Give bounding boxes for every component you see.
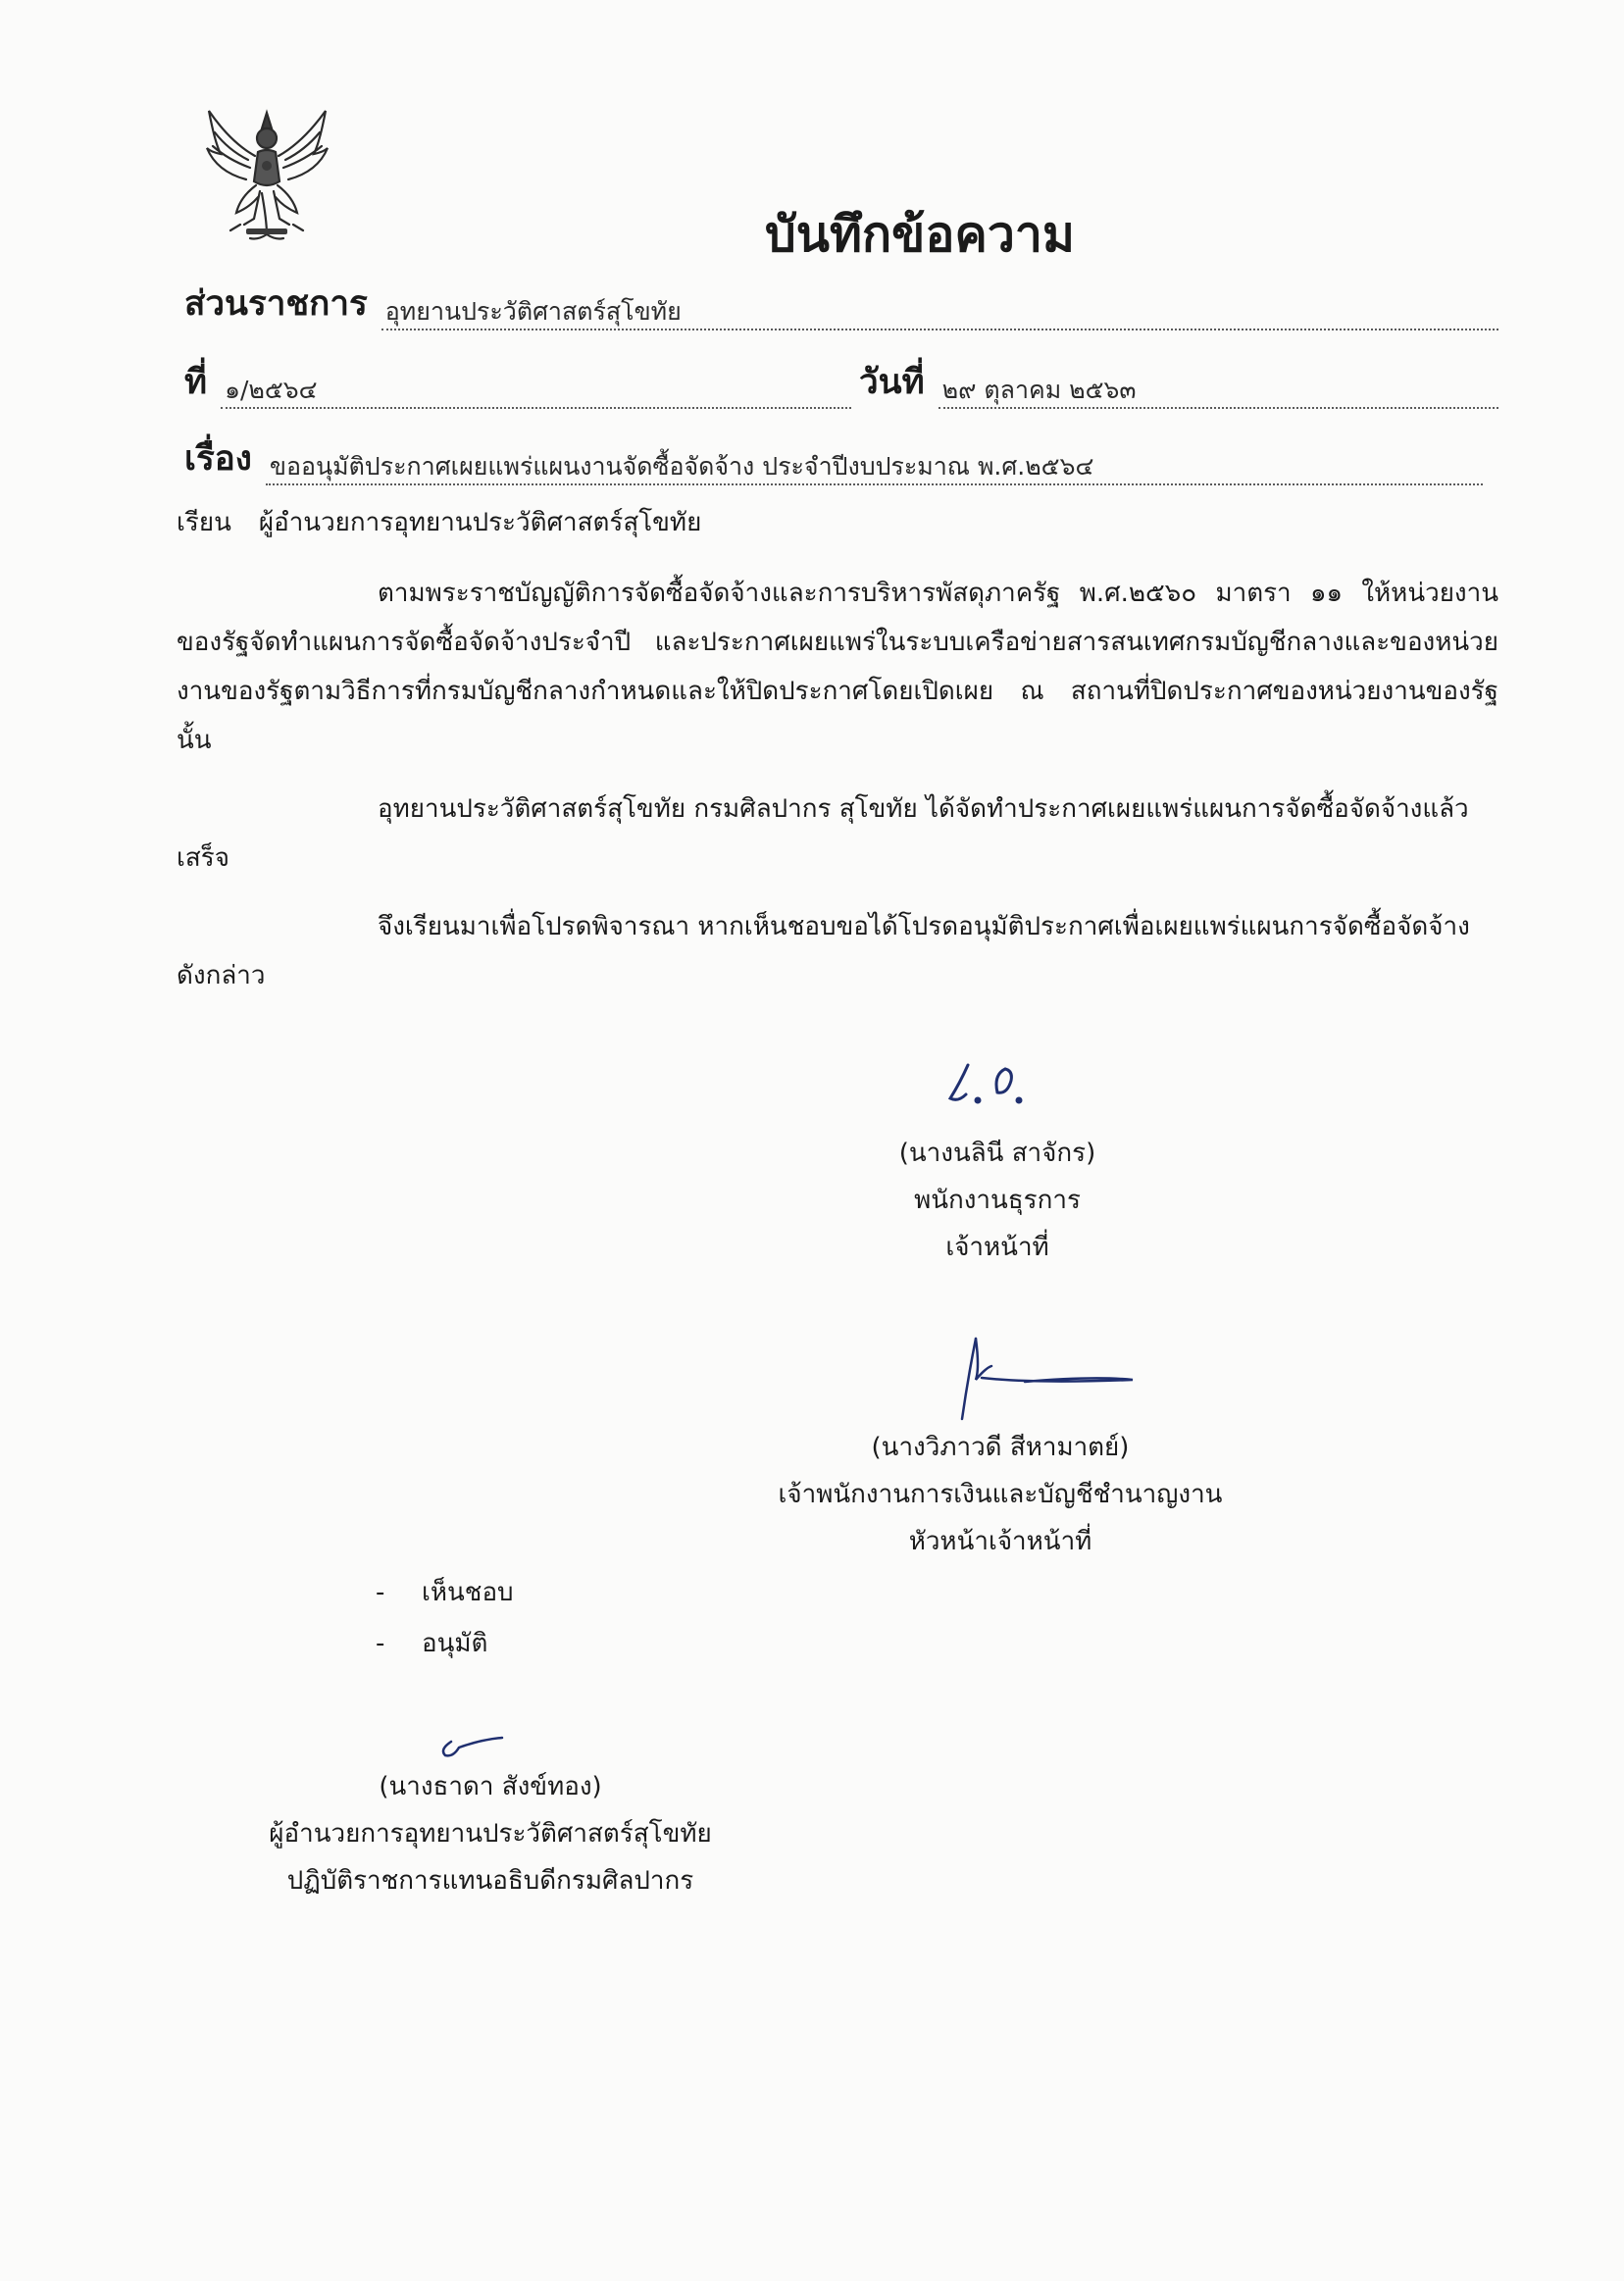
memo-title: บันทึกข้อความ xyxy=(765,206,1075,263)
subject-row xyxy=(184,431,1483,485)
signatory-2 xyxy=(726,1424,1275,1565)
body-paragraph-1: ตามพระราชบัญญัติการจัดซื้อจัดจ้างและการบริหารพัสดุภาครัฐ พ.ศ.๒๕๖๐ มาตรา ๑๑ ให้หน่วยงานของรัฐจัดทำแผนการจัดซื้อจัดจ้างประจำปี และประกาศเผยแพร่ในระบบเครือข่ายสารสนเทศกรมบัญชีกลางและของหน่วยงานของรัฐตามวิธีการที่กรมบัญชีกลางกำหนดและให้ปิดประกาศโดยเปิดเผย ณ สถานที่ปิดประกาศของหน่วยงานของรัฐ นั้น xyxy=(177,579,1498,755)
subject-label: เรื่อง xyxy=(184,439,252,479)
opinion-approve-label: เห็นชอบ xyxy=(422,1578,514,1607)
ref-label: ที่ xyxy=(184,363,208,402)
signatory-3 xyxy=(226,1763,755,1904)
body-paragraph-3: จึงเรียนมาเพื่อโปรดพิจารณา หากเห็นชอบขอได้โปรดอนุมัติประกาศเพื่อเผยแพร่แผนการจัดซื้อจัดจ้างดังกล่าว xyxy=(177,912,1470,990)
ref-value: ๑/๒๕๖๔ xyxy=(221,377,851,410)
agency-label: ส่วนราชการ xyxy=(184,284,368,324)
date-value: ๒๙ ตุลาคม ๒๕๖๓ xyxy=(939,377,1498,410)
opinion-item: - อนุมัติ xyxy=(376,1629,488,1658)
signature-1-mark xyxy=(937,1059,1054,1108)
ref-row xyxy=(184,355,851,409)
signatory-3-name: (นางธาดา สังข์ทอง) xyxy=(379,1772,602,1801)
agency-row xyxy=(184,277,1498,330)
signatory-2-role: หัวหน้าเจ้าหน้าที่ xyxy=(908,1527,1092,1556)
opinion-list xyxy=(376,1567,514,1669)
date-row xyxy=(859,355,1498,409)
signature-2-mark xyxy=(937,1329,1142,1427)
signatory-3-position: ผู้อำนวยการอุทยานประวัติศาสตร์สุโขทัย xyxy=(269,1819,712,1849)
body-paragraph-2: อุทยานประวัติศาสตร์สุโขทัย กรมศิลปากร สุโขทัย ได้จัดทำประกาศเผยแพร่แผนการจัดซื้อจัดจ้างแล้วเสร็จ xyxy=(177,794,1469,873)
signatory-2-name: (นางวิภาวดี สีหามาตย์) xyxy=(871,1433,1130,1462)
subject-value: ขออนุมัติประกาศเผยแพร่แผนงานจัดซื้อจัดจ้าง ประจำปีงบประมาณ พ.ศ.๒๕๖๔ xyxy=(266,453,1483,486)
signatory-1-position: พนักงานธุรการ xyxy=(914,1186,1081,1215)
signatory-2-position: เจ้าพนักงานการเงินและบัญชีชำนาญงาน xyxy=(778,1480,1223,1509)
signatory-1-name: (นางนลินี สาจักร) xyxy=(898,1139,1096,1168)
signatory-1 xyxy=(816,1130,1179,1271)
salutation xyxy=(177,502,701,542)
signature-3-mark xyxy=(431,1726,520,1765)
agency-value: อุทยานประวัติศาสตร์สุโขทัย xyxy=(381,298,1498,331)
date-label: วันที่ xyxy=(859,363,925,402)
signatory-1-role: เจ้าหน้าที่ xyxy=(945,1233,1049,1262)
salutation-label: เรียน xyxy=(177,508,231,537)
salutation-value: ผู้อำนวยการอุทยานประวัติศาสตร์สุโขทัย xyxy=(258,508,702,537)
opinion-authorize-label: อนุมัติ xyxy=(422,1629,488,1658)
signatory-3-role: ปฏิบัติราชการแทนอธิบดีกรมศิลปากร xyxy=(286,1866,694,1896)
opinion-item: - เห็นชอบ xyxy=(376,1578,514,1607)
